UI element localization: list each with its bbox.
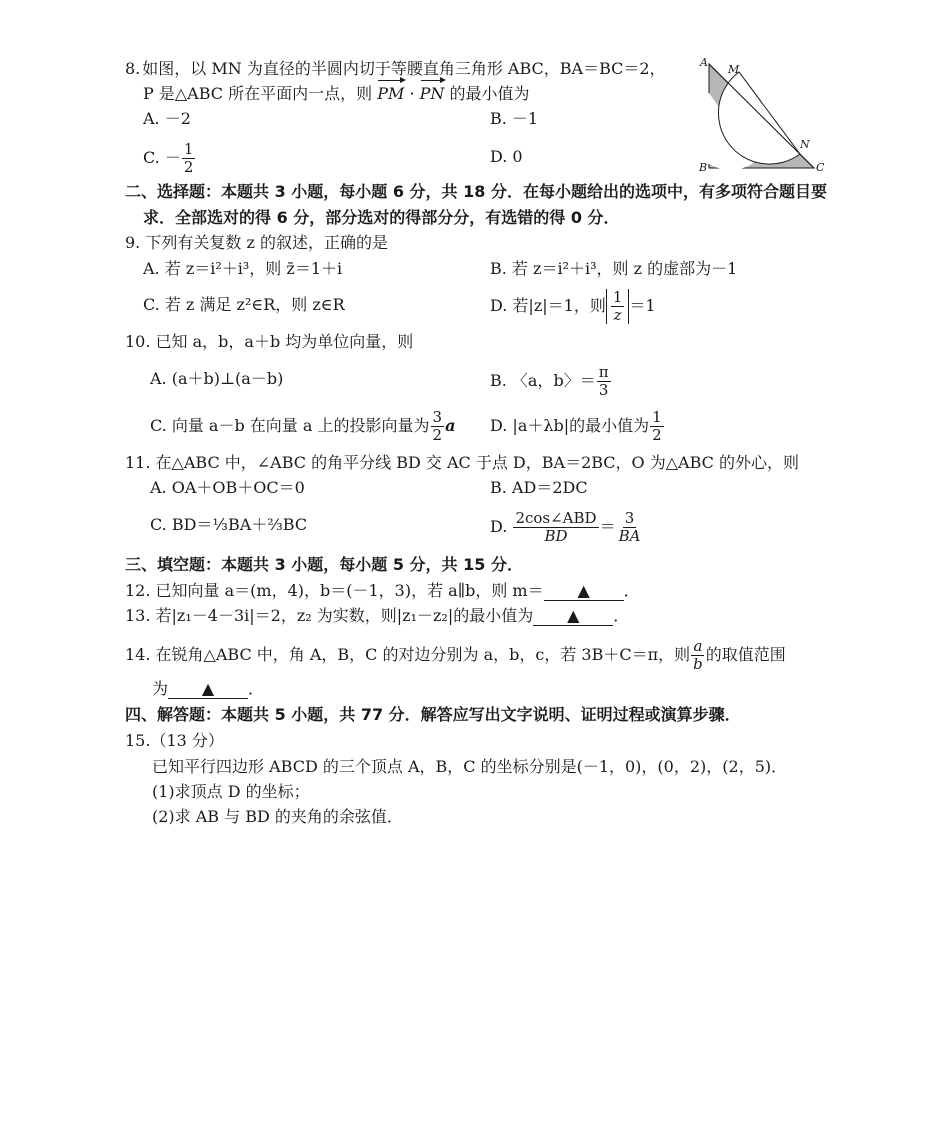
q15-stem: 已知平行四边形 ABCD 的三个顶点 A，B，C 的坐标分别是(－1，0)，(0，2)，(2，5)．: [152, 757, 788, 776]
q14-line2: 为 ▲ ．: [152, 679, 265, 698]
fraction: $\frac{3}{2}$: [432, 408, 443, 444]
q9-option-b: B. 若 z＝i²＋i³，则 z 的虚部为－1: [490, 259, 738, 278]
label-n: N: [800, 138, 810, 151]
fraction: $\frac{\text{2cos∠ABD}}{BD}$: [515, 509, 597, 545]
fraction: $\frac{1}{2}$: [652, 408, 662, 444]
fraction: $\frac{1}{z}$: [612, 288, 623, 324]
q10-option-c: C. 向量 a－b 在向量 a 上的投影向量为 $\frac{3}{2}$ a: [150, 408, 456, 444]
label-b: B: [699, 161, 708, 174]
label-a: A: [700, 56, 708, 69]
q11-option-a: A. OA＋OB＋OC＝0: [150, 478, 305, 497]
section4-heading: 四、解答题：本题共 5 小题，共 77 分．解答应写出文字说明、证明过程或演算步骤．: [125, 705, 741, 724]
q9-option-a: A. 若 z＝i²＋i³，则 z̄＝1＋i: [143, 259, 343, 278]
fraction: $\frac{\pi}{3}$: [598, 363, 609, 399]
q15-part2: (2)求 AB 与 BD 的夹角的余弦值．: [152, 807, 403, 826]
q8-option-d: D. 0: [490, 147, 523, 166]
section2-heading-line1: 二、选择题：本题共 3 小题，每小题 6 分，共 18 分．在每小题给出的选项中，有多项符合题目要: [125, 182, 827, 201]
q11-option-b: B. AD＝2DC: [490, 478, 588, 497]
q11-option-c: C. BD＝⅓BA＋⅔BC: [150, 515, 308, 534]
fraction: $\frac{3}{BA}$: [618, 509, 641, 545]
vector-pm: PM: [377, 84, 405, 103]
q8-option-b: B. －1: [490, 109, 539, 128]
q8-option-a: A. －2: [143, 109, 191, 128]
q15-part1: (1)求顶点 D 的坐标；: [152, 782, 310, 801]
label-c: C: [816, 161, 825, 174]
q11-stem: 11. 在△ABC 中，∠ABC 的角平分线 BD 交 AC 于点 D，BA＝2BC，O 为△ABC 的外心，则: [125, 453, 799, 472]
q10-option-d: D. |a＋λb|的最小值为 $\frac{1}{2}$: [490, 408, 662, 444]
q13: 13. 若|z₁－4－3i|＝2，z₂ 为实数，则|z₁－z₂|的最小值为 ▲ ．: [125, 606, 630, 625]
q9-option-c: C. 若 z 满足 z²∈R，则 z∈R: [143, 295, 345, 314]
vector-pn: PN: [419, 84, 445, 103]
q8-option-c: C. － $\frac{1}{2}$: [143, 140, 194, 176]
label-m: M: [728, 63, 740, 76]
fraction: $\frac{a}{b}$: [693, 637, 703, 673]
answer-blank[interactable]: ▲: [168, 680, 248, 699]
q14-line1: 14. 在锐角△ABC 中，角 A，B，C 的对边分别为 a，b，c，若 3B＋C＝π，则 $\frac{a}{b}$ 的取值范围: [125, 637, 786, 673]
answer-blank[interactable]: ▲: [544, 582, 624, 601]
q15-head: 15.（13 分）: [125, 731, 224, 750]
q8-line2: P 是△ABC 所在平面内一点，则 PM · PN 的最小值为: [143, 84, 530, 103]
fraction: $\frac{1}{2}$: [183, 140, 194, 176]
section3-heading: 三、填空题：本题共 3 小题，每小题 5 分，共 15 分．: [125, 555, 523, 574]
section2-heading-line2: 求．全部选对的得 6 分，部分选对的得部分分，有选错的得 0 分．: [143, 208, 620, 227]
q9-option-d: D. 若|z|＝1，则 $\frac{1}{z}$ ＝1: [490, 288, 656, 324]
triangle-semicircle-figure: [696, 56, 832, 176]
q10-option-a: A. (a＋b)⊥(a－b): [150, 369, 284, 388]
q10-stem: 10. 已知 a，b，a＋b 均为单位向量，则: [125, 332, 414, 351]
answer-blank[interactable]: ▲: [533, 607, 613, 626]
q8-line1: 8. 如图，以 MN 为直径的半圆内切于等腰直角三角形 ABC，BA＝BC＝2，: [125, 59, 666, 78]
q10-option-b: B. 〈a，b〉＝ $\frac{\pi}{3}$: [490, 363, 609, 399]
q12: 12. 已知向量 a＝(m，4)，b＝(－1，3)，若 a∥b，则 m＝ ▲ ．: [125, 581, 640, 600]
q11-option-d: D. $\frac{\text{2cos∠ABD}}{BD}$ ＝ $\frac{3}{BA}$: [490, 509, 641, 545]
q9-stem: 9. 下列有关复数 z 的叙述，正确的是: [125, 233, 388, 252]
